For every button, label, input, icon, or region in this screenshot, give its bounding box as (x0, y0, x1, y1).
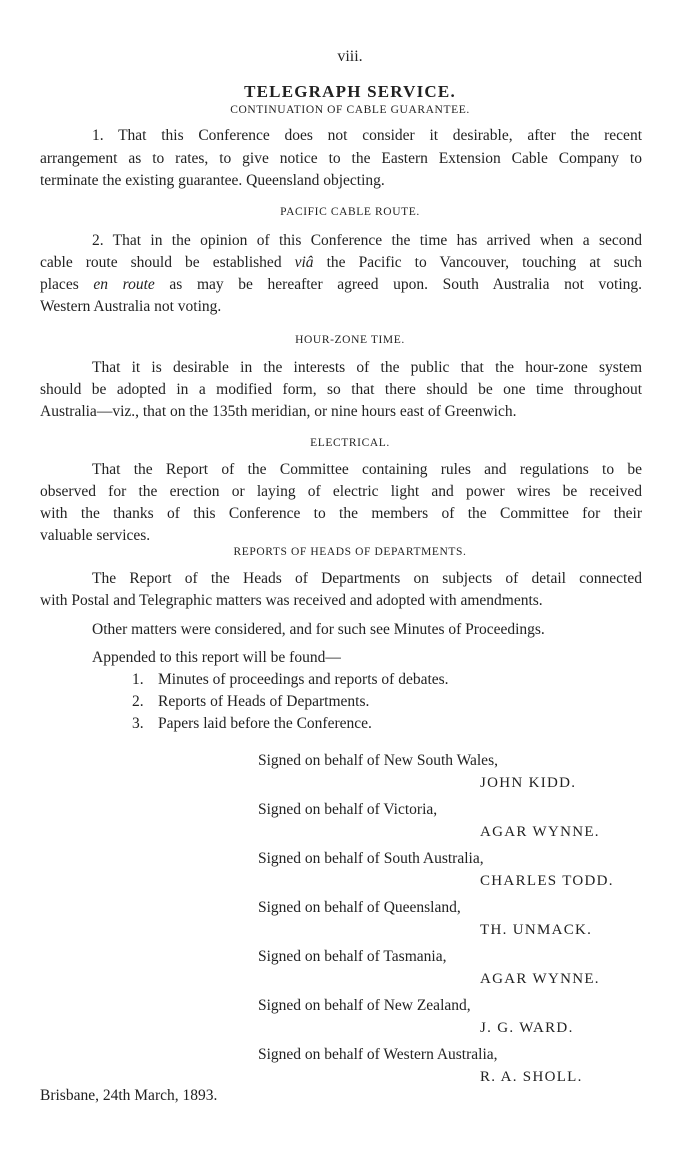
list-item: 2. Reports of Heads of Departments. (132, 693, 370, 710)
paragraph-line: arrangement as to rates, to give notice to the Eastern Extension Cable Company to (40, 150, 642, 167)
page-title: TELEGRAPH SERVICE. (244, 82, 456, 101)
signature-line: Signed on behalf of New South Wales, (258, 752, 498, 769)
section-heading-reports: REPORTS OF HEADS OF DEPARTMENTS. (233, 546, 467, 558)
signatory-name: R. A. SHOLL. (480, 1069, 583, 1085)
section-heading-cable-guarantee: CONTINUATION OF CABLE GUARANTEE. (230, 104, 470, 116)
signatory-name: J. G. WARD. (480, 1020, 574, 1036)
signatory-name: TH. UNMACK. (480, 922, 593, 938)
signature-line: Signed on behalf of South Australia, (258, 850, 484, 867)
signatory-name: AGAR WYNNE. (480, 824, 600, 840)
section-heading-hour-zone: HOUR-ZONE TIME. (295, 334, 405, 346)
paragraph-line: should be adopted in a modified form, so that there should be one time throughout (40, 381, 642, 398)
signature-line: Signed on behalf of Western Australia, (258, 1046, 498, 1063)
section-heading-pacific-cable: PACIFIC CABLE ROUTE. (280, 206, 420, 218)
paragraph-line: valuable services. (40, 527, 151, 544)
paragraph-line: That it is desirable in the interests of the public that the hour-zone system (92, 359, 642, 376)
paragraph-line: with the thanks of this Conference to the members of the Committee for their (40, 505, 642, 522)
paragraph-line: places en route as may be hereafter agreed upon. South Australia not voting. (40, 276, 642, 293)
paragraph-line: That the Report of the Committee containing rules and regulations to be (92, 461, 642, 478)
paragraph-line: cable route should be established viâ the Pacific to Vancouver, touching at such (40, 254, 642, 271)
list-item: 3. Papers laid before the Conference. (132, 715, 372, 732)
signature-line: Signed on behalf of Victoria, (258, 801, 438, 818)
other-matters-line: Other matters were considered, and for such see Minutes of Proceedings. (92, 621, 545, 638)
signatory-name: CHARLES TODD. (480, 873, 614, 889)
date-line: Brisbane, 24th March, 1893. (40, 1087, 218, 1104)
paragraph-line: Western Australia not voting. (40, 298, 222, 315)
section-heading-electrical: ELECTRICAL. (310, 437, 390, 449)
paragraph-line: terminate the existing guarantee. Queensland objecting. (40, 172, 385, 189)
paragraph-line: observed for the erection or laying of electric light and power wires be received (40, 483, 642, 500)
signature-line: Signed on behalf of New Zealand, (258, 997, 471, 1014)
signature-line: Signed on behalf of Queensland, (258, 899, 461, 916)
signatory-name: JOHN KIDD. (480, 775, 577, 791)
signature-line: Signed on behalf of Tasmania, (258, 948, 447, 965)
page-number: viii. (337, 48, 363, 65)
list-item: 1. Minutes of proceedings and reports of debates. (132, 671, 449, 688)
paragraph-line: Australia—viz., that on the 135th meridian, or nine hours east of Greenwich. (40, 403, 517, 420)
paragraph-line: 2. That in the opinion of this Conference the time has arrived when a second (92, 232, 642, 249)
paragraph-line: The Report of the Heads of Departments on subjects of detail connected (92, 570, 642, 587)
appended-intro: Appended to this report will be found— (92, 649, 341, 666)
signatory-name: AGAR WYNNE. (480, 971, 600, 987)
paragraph-line: 1. That this Conference does not consider it desirable, after the recent (92, 127, 642, 144)
paragraph-line: with Postal and Telegraphic matters was received and adopted with amendments. (40, 592, 543, 609)
